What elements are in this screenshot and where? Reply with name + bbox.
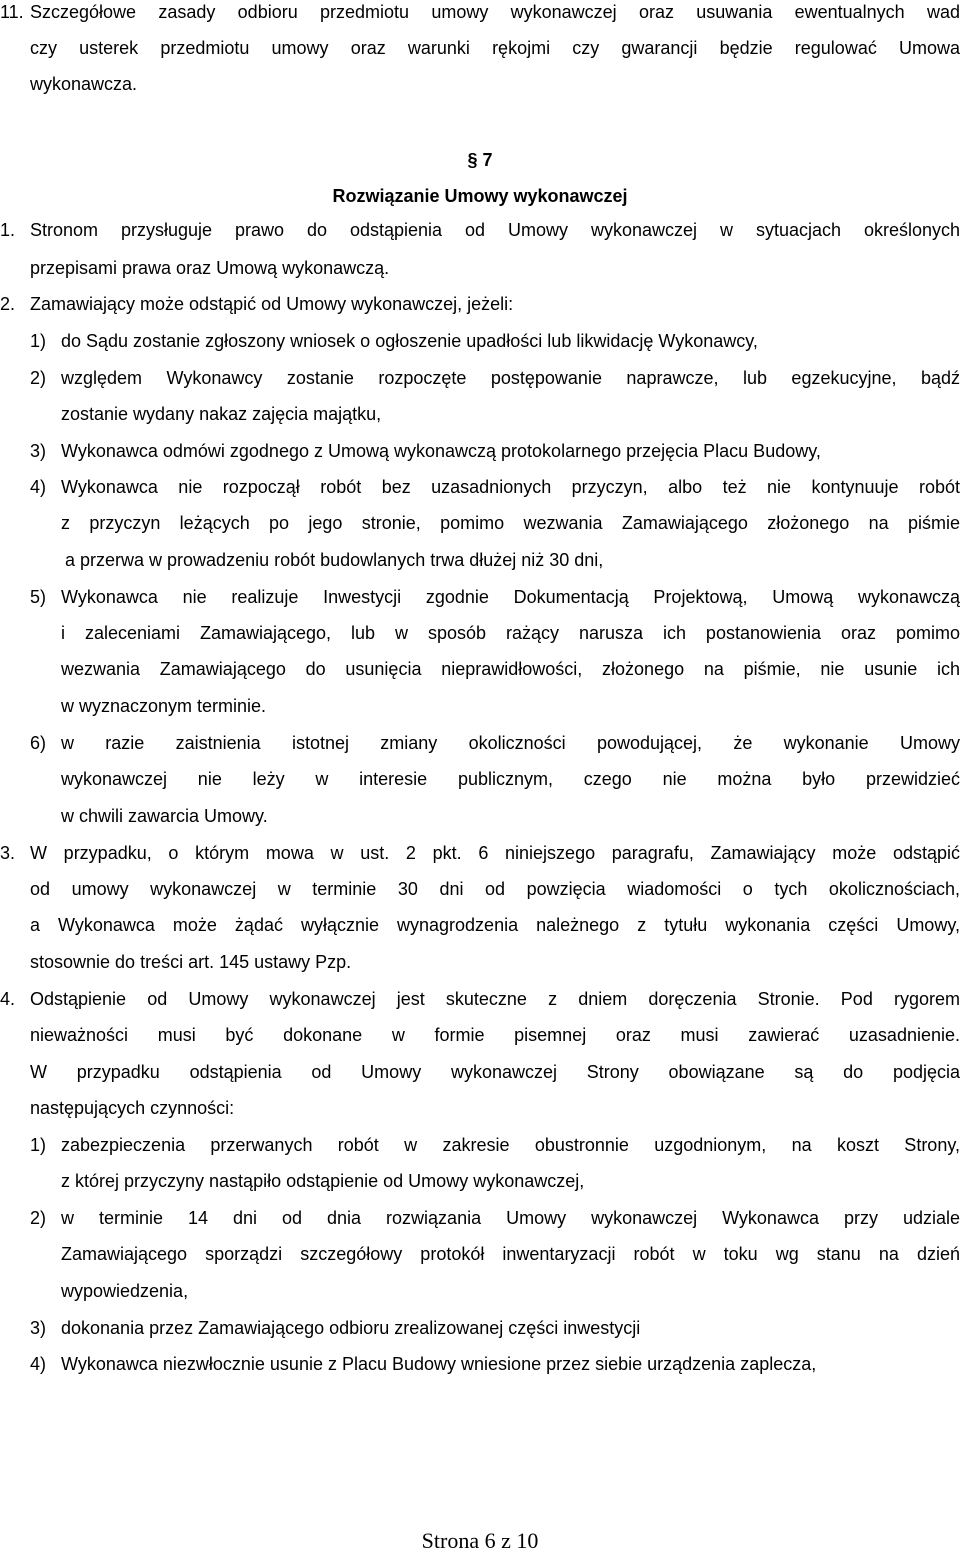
list-item-text: względem Wykonawcy zostanie rozpoczęte postępowanie naprawcze, lub egzekucyjne, bądź (61, 368, 960, 388)
text-line: Zamawiający może odstąpić od Umowy wykonawczej, jeżeli: (30, 294, 514, 314)
section-title: Rozwiązanie Umowy wykonawczej (332, 186, 628, 206)
list-item-text: dokonania przez Zamawiającego odbioru zrealizowanej części inwestycji (61, 1318, 641, 1338)
list-item-text: w terminie 14 dni od dnia rozwiązania Umowy wykonawczej Wykonawca przy udziale (61, 1208, 960, 1228)
list-item-number: 3) (30, 441, 47, 461)
section-symbol: § 7 (467, 150, 493, 170)
text-line: przepisami prawa oraz Umową wykonawczą. (30, 258, 390, 278)
list-item-text: Wykonawca niezwłocznie usunie z Placu Budowy wniesione przez siebie urządzenia zaplecza, (61, 1354, 817, 1374)
paragraph-number: 1. (0, 220, 16, 240)
text-line: a Wykonawca może żądać wyłącznie wynagrodzenia należnego z tytułu wykonania części Umowy, (30, 915, 960, 935)
list-item-number: 4) (30, 1354, 47, 1374)
list-item-number: 1) (30, 331, 47, 351)
text-line: W przypadku, o którym mowa w ust. 2 pkt. 6 niniejszego paragrafu, Zamawiający może odstąpić (30, 843, 960, 863)
text-line: Szczegółowe zasady odbioru przedmiotu umowy wykonawczej oraz usuwania ewentualnych wad (30, 2, 960, 22)
paragraph-number: 4. (0, 989, 16, 1009)
paragraph-number: 3. (0, 843, 16, 863)
list-item-number: 5) (30, 587, 47, 607)
text-line: W przypadku odstąpienia od Umowy wykonawczej Strony obowiązane są do podjęcia (30, 1062, 960, 1082)
text-line: stosownie do treści art. 145 ustawy Pzp. (30, 952, 352, 972)
list-item-number: 4) (30, 477, 47, 497)
list-item-number: 3) (30, 1318, 47, 1338)
list-item-text: do Sądu zostanie zgłoszony wniosek o ogłoszenie upadłości lub likwidację Wykonawcy, (61, 331, 758, 351)
text-line: od umowy wykonawczej w terminie 30 dni od powzięcia wiadomości o tych okolicznościach, (30, 879, 960, 899)
text-line: czy usterek przedmiotu umowy oraz warunki rękojmi czy gwarancji będzie regulować Umowa (30, 38, 960, 58)
text-line: wykonawcza. (30, 74, 138, 94)
list-item-text: z której przyczyny nastąpiło odstąpienie od Umowy wykonawczej, (61, 1171, 585, 1191)
list-item-text: wykonawczej nie leży w interesie publicznym, czego nie można było przewidzieć (61, 769, 960, 789)
list-item-text: a przerwa w prowadzeniu robót budowlanych trwa dłużej niż 30 dni, (65, 550, 604, 570)
list-item-text: w chwili zawarcia Umowy. (61, 806, 268, 826)
list-item-text: i zaleceniami Zamawiającego, lub w sposób rażący narusza ich postanowienia oraz pomimo (61, 623, 960, 643)
list-item-number: 2) (30, 368, 47, 388)
text-line: Odstąpienie od Umowy wykonawczej jest skuteczne z dniem doręczenia Stronie. Pod rygorem (30, 989, 960, 1009)
list-item-text: w wyznaczonym terminie. (61, 696, 267, 716)
list-item-text: z przyczyn leżących po jego stronie, pomimo wezwania Zamawiającego złożonego na piśmie (61, 513, 960, 533)
text-line: następujących czynności: (30, 1098, 235, 1118)
list-item-text: w razie zaistnienia istotnej zmiany okoliczności powodującej, że wykonanie Umowy (61, 733, 960, 753)
paragraph-number: 2. (0, 294, 16, 314)
text-line: Stronom przysługuje prawo do odstąpienia od Umowy wykonawczej w sytuacjach określonych (30, 220, 960, 240)
list-item-number: 1) (30, 1135, 47, 1155)
list-item-text: zabezpieczenia przerwanych robót w zakresie obustronnie uzgodnionym, na koszt Strony, (61, 1135, 960, 1155)
list-item-number: 6) (30, 733, 47, 753)
paragraph-number: 11. (0, 2, 24, 22)
list-item-text: wezwania Zamawiającego do usunięcia nieprawidłowości, złożonego na piśmie, nie usunie ich (61, 659, 960, 679)
list-item-number: 2) (30, 1208, 47, 1228)
list-item-text: Wykonawca odmówi zgodnego z Umową wykonawczą protokolarnego przejęcia Placu Budowy, (61, 441, 821, 461)
list-item-text: wypowiedzenia, (61, 1281, 189, 1301)
list-item-text: Wykonawca nie realizuje Inwestycji zgodnie Dokumentacją Projektową, Umową wykonawczą (61, 587, 960, 607)
list-item-text: Zamawiającego sporządzi szczegółowy protokół inwentaryzacji robót w toku wg stanu na dzień (61, 1244, 960, 1264)
page-number-footer: Strona 6 z 10 (421, 1528, 539, 1553)
list-item-text: Wykonawca nie rozpoczął robót bez uzasadnionych przyczyn, albo też nie kontynuuje robót (61, 477, 960, 497)
text-line: nieważności musi być dokonane w formie pisemnej oraz musi zawierać uzasadnienie. (30, 1025, 960, 1045)
list-item-text: zostanie wydany nakaz zajęcia majątku, (61, 404, 382, 424)
